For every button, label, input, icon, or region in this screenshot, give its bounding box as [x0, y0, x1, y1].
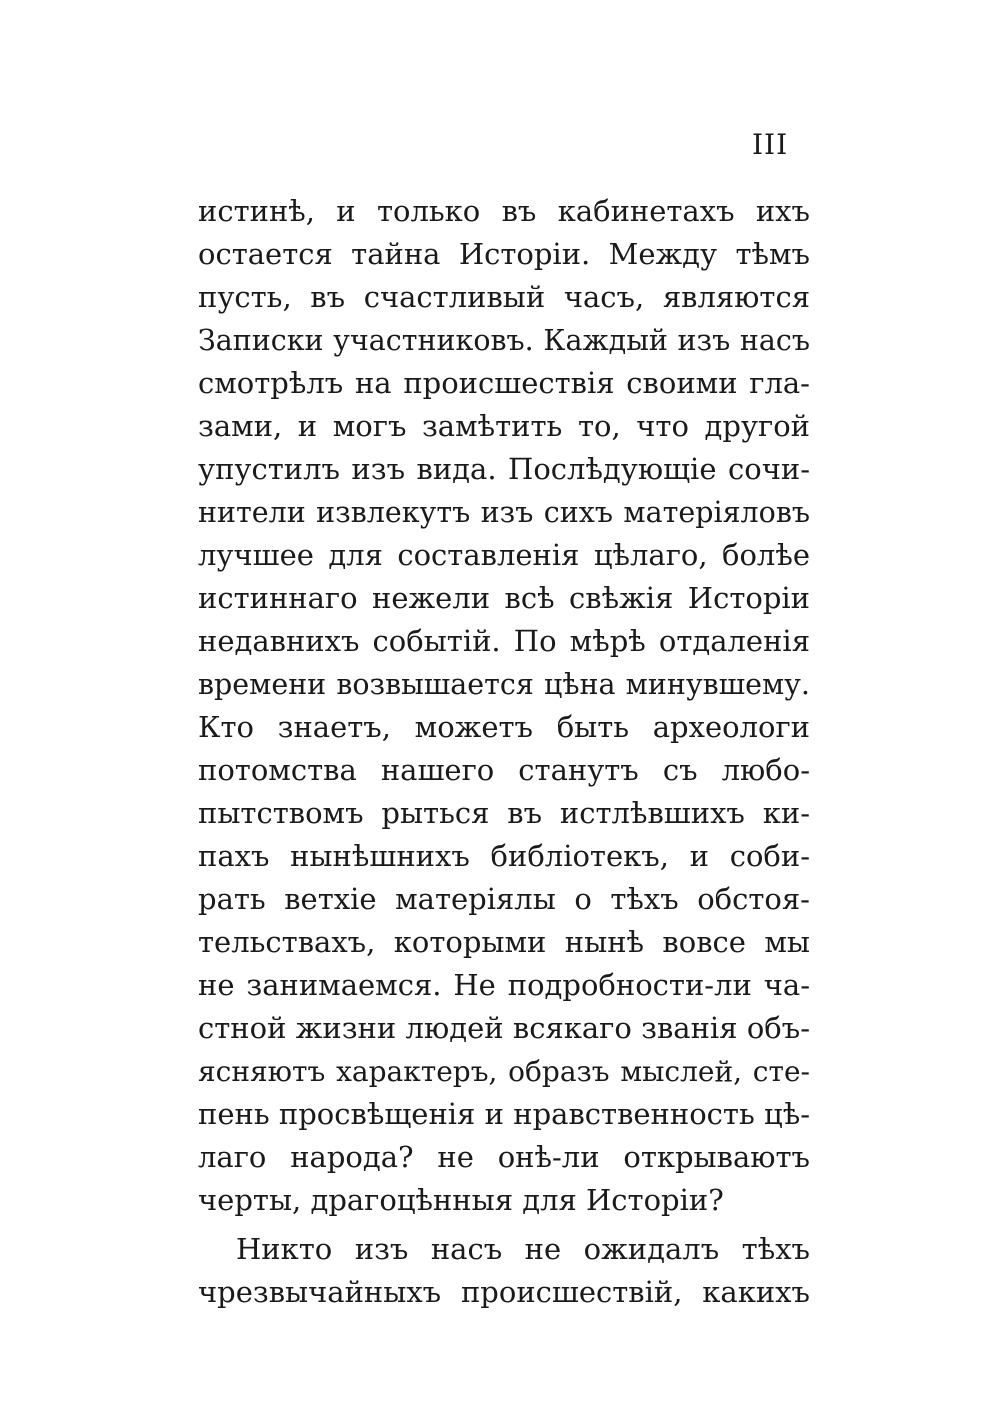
text-line: лаго народа? не онѣ-ли открываютъ — [198, 1140, 810, 1174]
text-line: смотрѣлъ на происшествія своими гла- — [198, 366, 810, 400]
page-number: III — [752, 128, 789, 161]
text-line: стной жизни людей всякаго званія объ- — [198, 1011, 810, 1045]
text-line: зами, и могъ замѣтить то, что другой — [198, 409, 810, 443]
body-text — [198, 190, 810, 1314]
text-line: потомства нашего станутъ съ любо- — [198, 753, 810, 787]
text-line-paragraph-start: Никто изъ насъ не ожидалъ тѣхъ — [236, 1232, 810, 1266]
text-line: не занимаемся. Не подробности-ли ча- — [198, 968, 810, 1002]
text-line: Записки участниковъ. Каждый изъ насъ — [198, 324, 810, 357]
text-line: нители извлекутъ изъ сихъ матеріяловъ — [198, 496, 810, 529]
text-line: истинѣ, и только въ кабинетахъ ихъ — [198, 194, 810, 228]
text-line: пытствомъ рыться въ истлѣвшихъ ки- — [198, 796, 810, 830]
text-line: упустилъ изъ вида. Послѣдующіе сочи- — [198, 452, 810, 486]
text-line: чрезвычайныхъ происшествій, какихъ — [198, 1275, 810, 1309]
text-line: остается тайна Исторіи. Между тѣмъ — [198, 237, 810, 271]
text-line: времени возвышается цѣна минувшему. — [198, 668, 810, 701]
text-line-paragraph-end: черты, драгоцѣнныя для Исторіи? — [198, 1183, 724, 1217]
text-line: пень просвѣщенія и нравственность цѣ- — [198, 1097, 810, 1131]
text-line: недавнихъ событій. По мѣрѣ отдаленія — [198, 624, 810, 658]
text-line: ясняютъ характеръ, образъ мыслей, сте- — [198, 1055, 810, 1088]
text-line: рать ветхіе матеріялы о тѣхъ обстоя- — [198, 882, 810, 916]
text-line: лучшее для составленія цѣлаго, болѣе — [198, 538, 810, 572]
text-line: пусть, въ счастливый часъ, являются — [198, 280, 810, 314]
text-line: тельствахъ, которыми нынѣ вовсе мы — [198, 925, 810, 959]
text-line: пахъ нынѣшнихъ библіотекъ, и соби- — [198, 839, 810, 873]
text-line: Кто знаетъ, можетъ быть археологи — [198, 710, 810, 744]
text-line: истиннаго нежели всѣ свѣжія Исторіи — [198, 581, 810, 615]
